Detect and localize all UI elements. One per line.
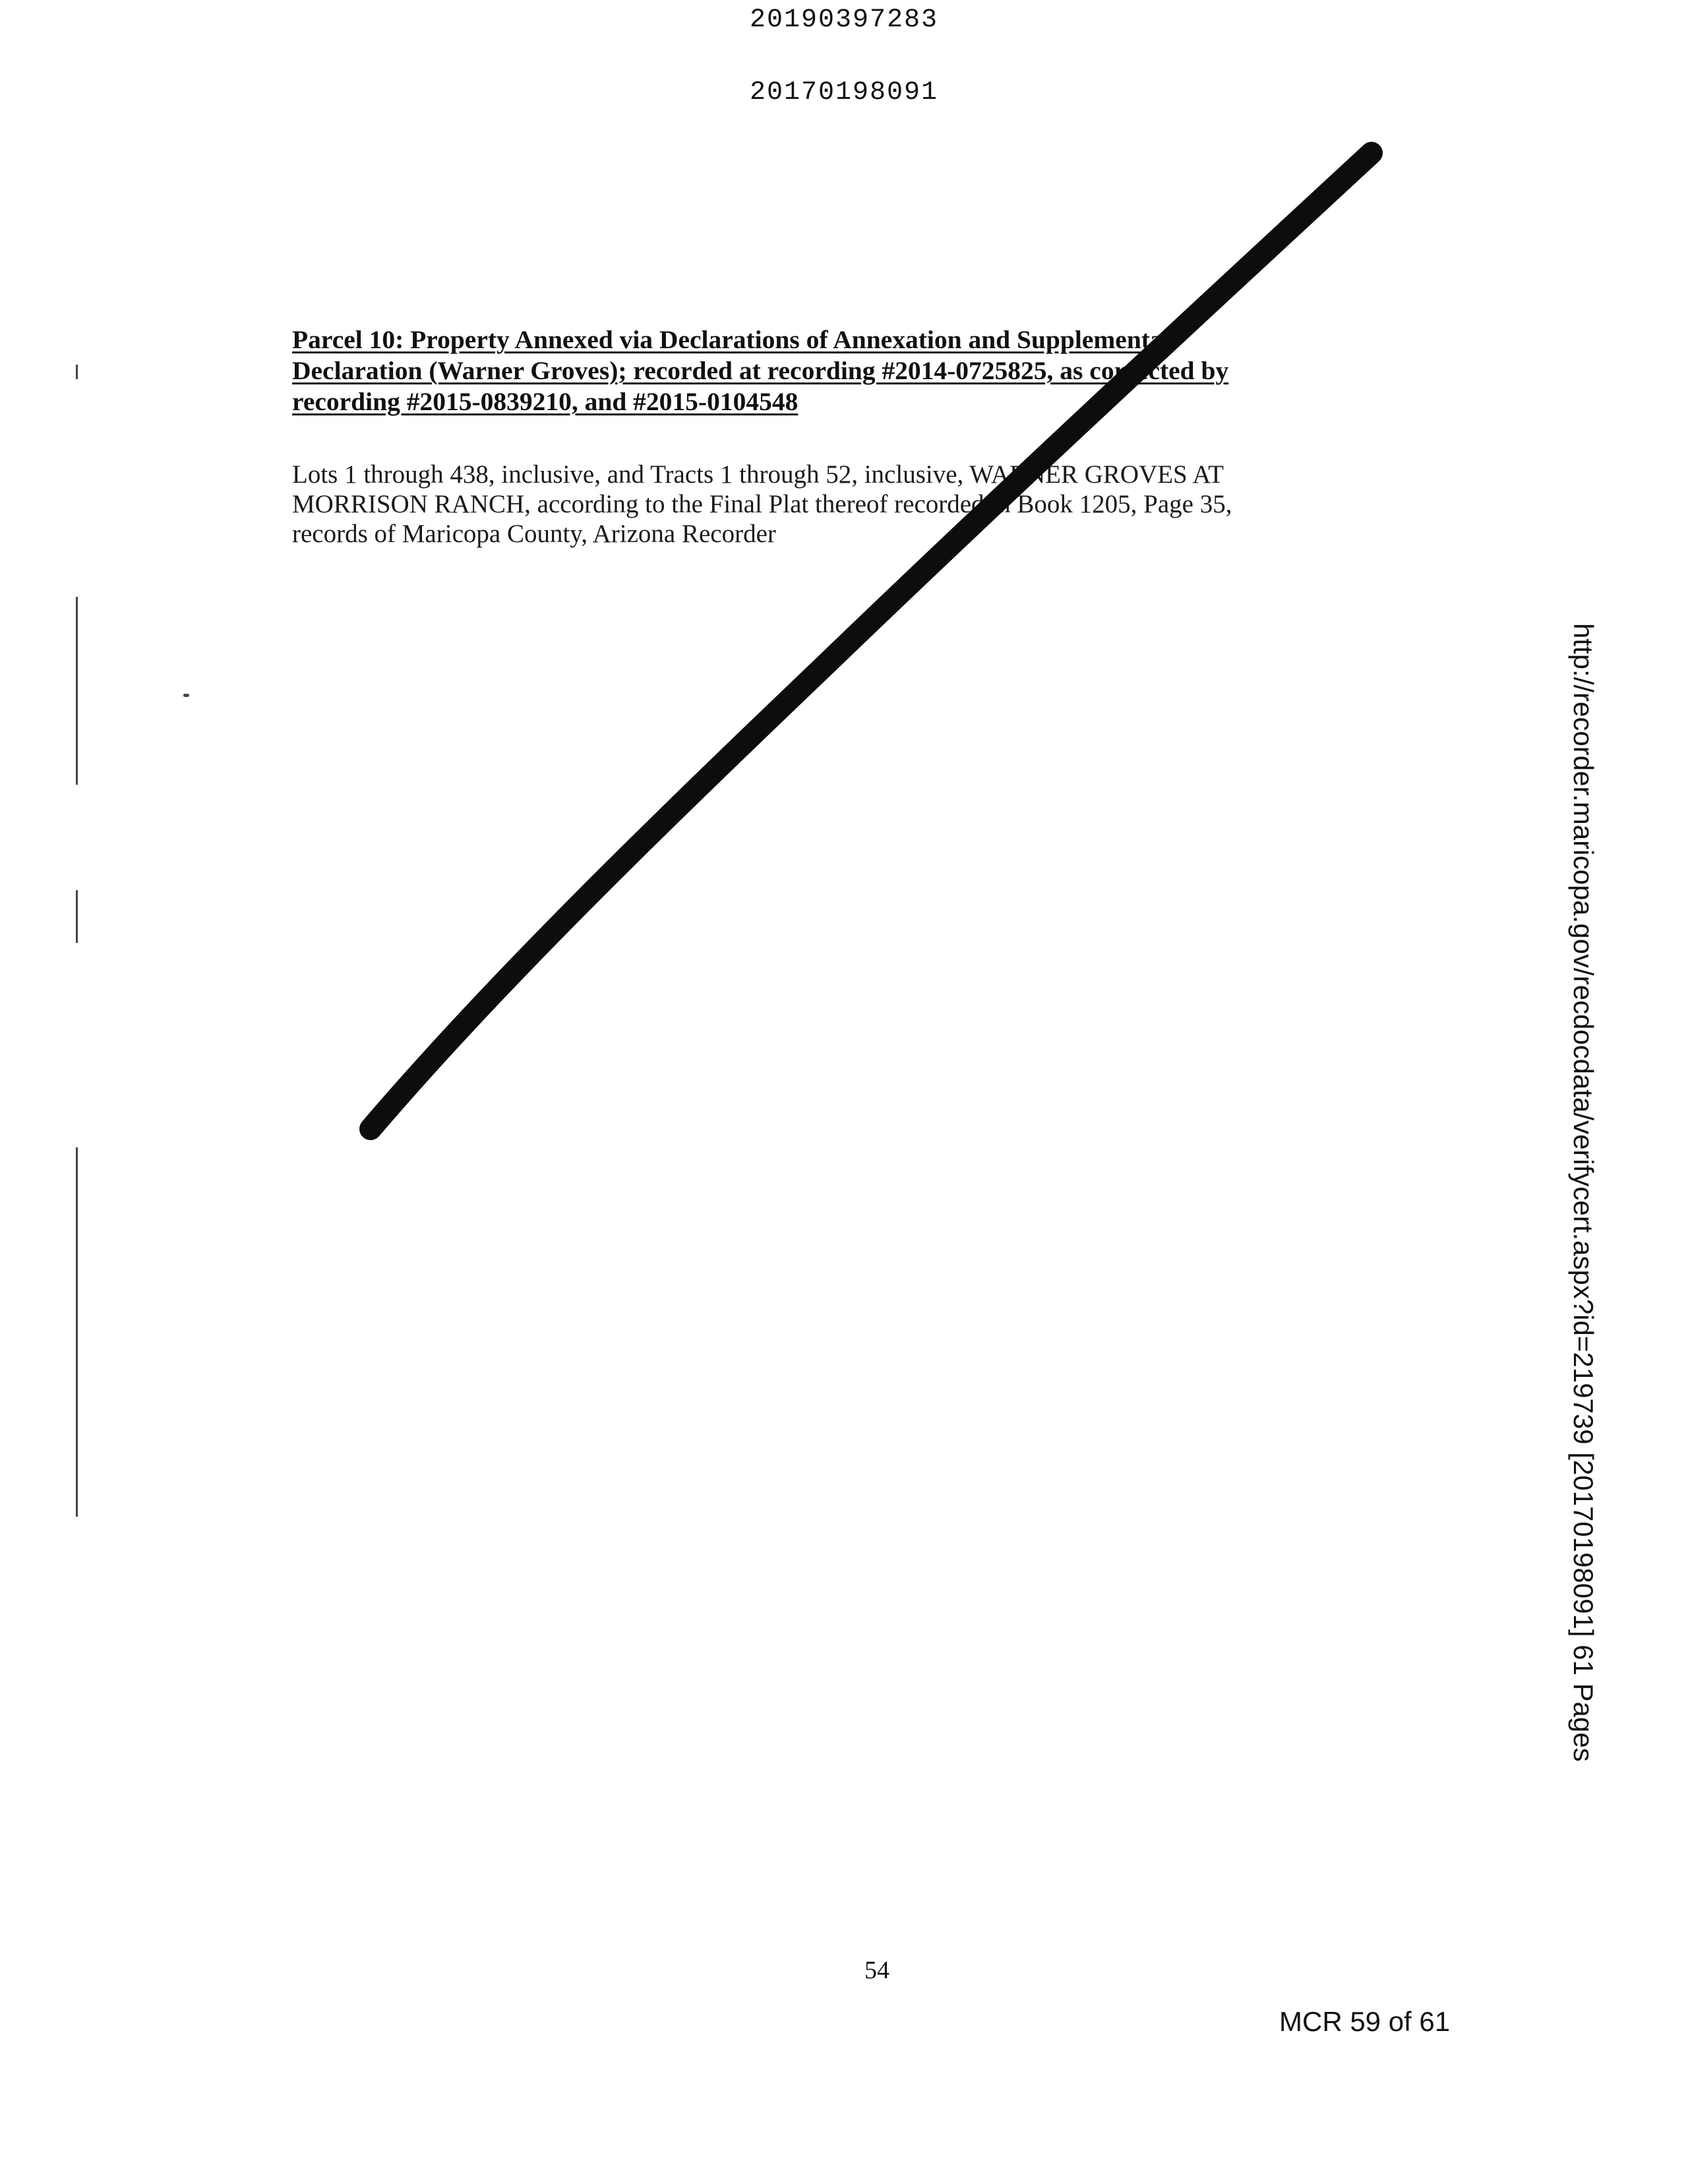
mcr-page-count: MCR 59 of 61	[1279, 2006, 1451, 2037]
heading-line: Declaration (Warner Groves); recorded at recording #2014-0725825, as corrected by	[292, 356, 1229, 385]
margin-mark	[76, 890, 78, 943]
parcel-description	[292, 460, 1413, 549]
margin-mark	[76, 597, 78, 785]
recording-number: 20190397283	[749, 5, 939, 35]
margin-mark	[76, 1147, 78, 1517]
description-line: Lots 1 through 438, inclusive, and Tracts 1 through 52, inclusive, WARNER GROVES AT	[292, 460, 1224, 489]
heading-line: recording #2015-0839210, and #2015-0104548	[292, 387, 799, 416]
verification-url: http://recorder.maricopa.gov/recdocdata/verifycert.aspx?id=219739 [20170198091] 61 Pages	[1568, 623, 1599, 1762]
parcel-heading	[292, 324, 1373, 417]
margin-mark	[76, 365, 78, 379]
description-line: MORRISON RANCH, according to the Final Plat thereof recorded in Book 1205, Page 35,	[292, 490, 1232, 518]
margin-mark	[183, 694, 189, 697]
page-number: 54	[864, 1957, 889, 1984]
heading-line: Parcel 10: Property Annexed via Declarations of Annexation and Supplemental	[292, 325, 1170, 354]
description-line: records of Maricopa County, Arizona Recorder	[292, 520, 776, 548]
original-recording-number: 20170198091	[749, 78, 939, 107]
